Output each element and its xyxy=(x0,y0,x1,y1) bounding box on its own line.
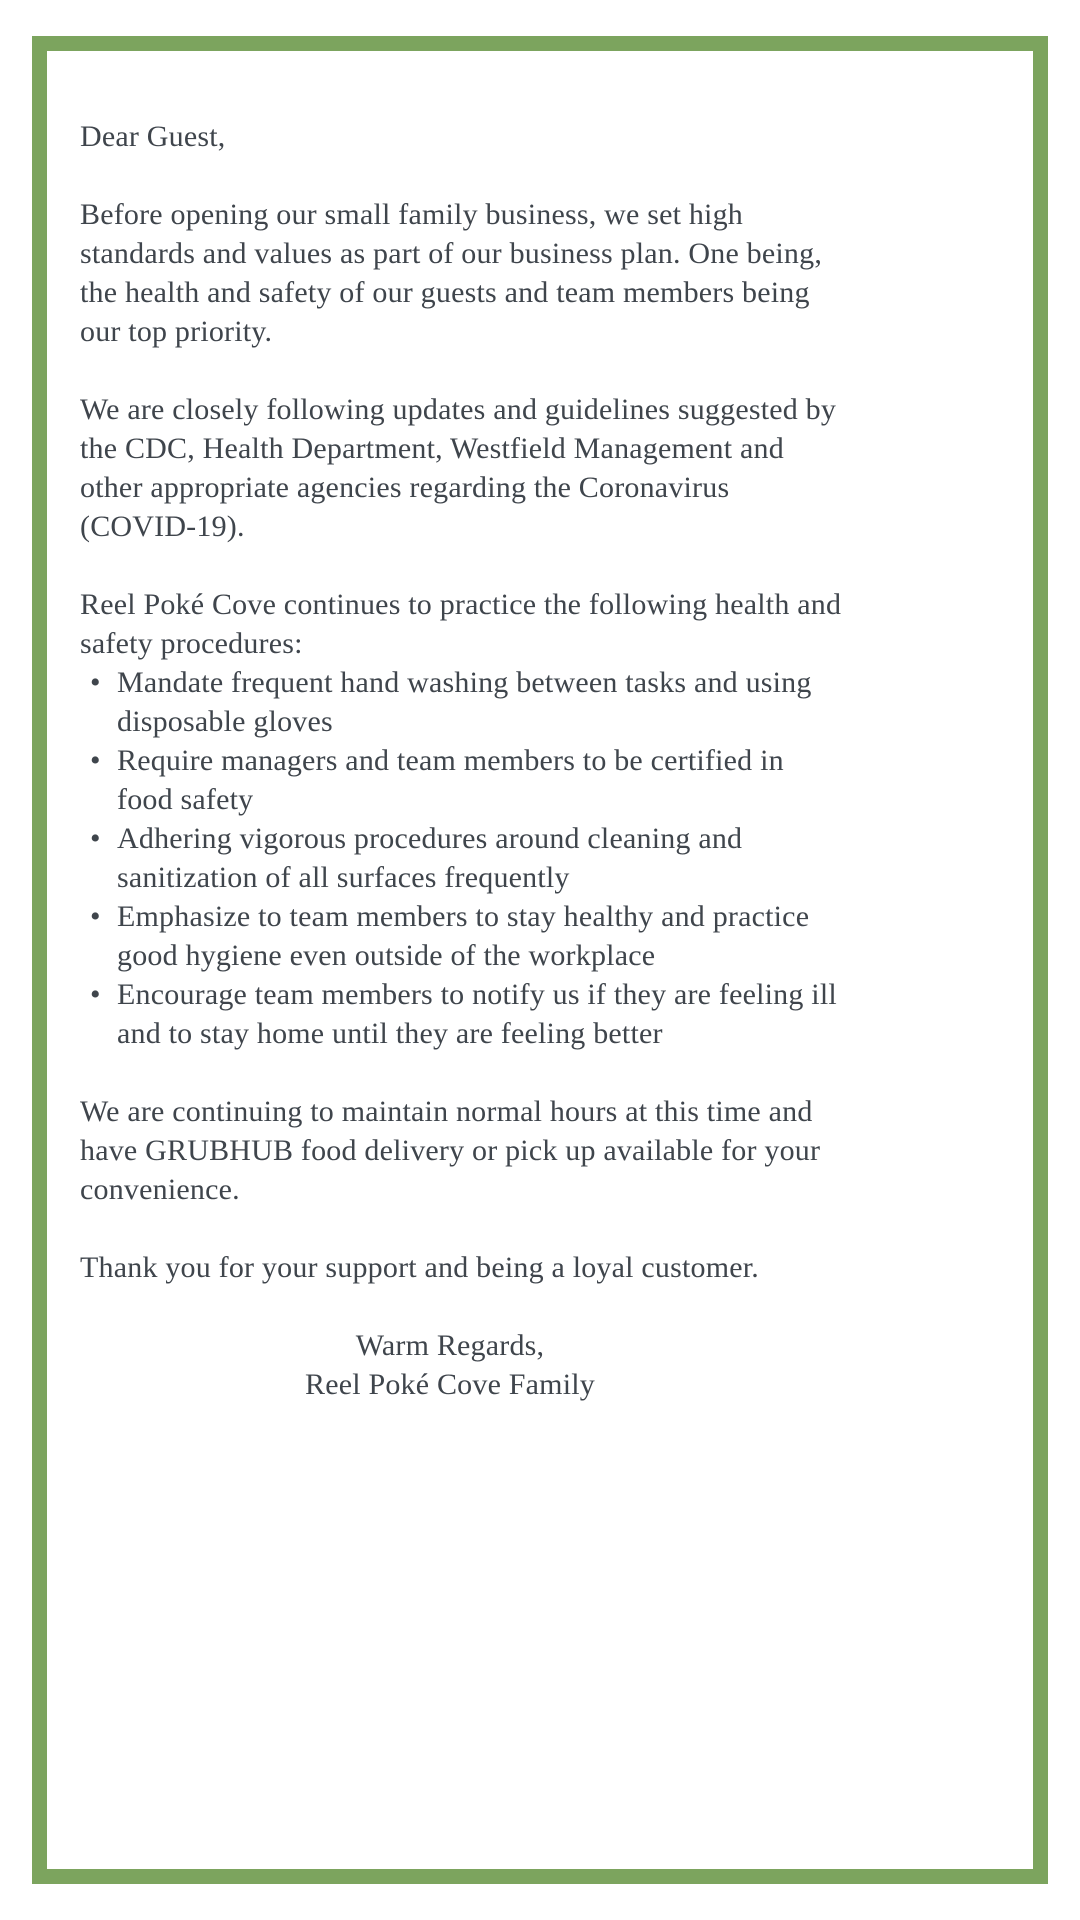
list-item-sanitization: • Adhering vigorous procedures around cleaning and sanitization of all surfaces frequently xyxy=(80,819,842,897)
paragraph-standards: Before opening our small family business, we set high standards and values as part of our business plan. One being, the health and safety of our guests and team members being our top priority. xyxy=(80,198,823,348)
paragraph-guidelines: We are closely following updates and guidelines suggested by the CDC, Health Department, Westfield Management and other appropriate agencies regarding the Coronavirus (COVID-19). xyxy=(80,393,837,543)
salutation: Dear Guest, xyxy=(80,120,226,153)
list-item-stay-home: • Encourage team members to notify us if they are feeling ill and to stay home until they are feeling better xyxy=(80,975,842,1053)
green-border-frame xyxy=(32,36,1048,1884)
paragraph-procedures-lead: Reel Poké Cove continues to practice the following health and safety procedures: xyxy=(80,588,842,660)
procedures-list xyxy=(80,663,842,1053)
list-item-hand-washing: • Mandate frequent hand washing between tasks and using disposable gloves xyxy=(80,663,842,741)
signoff-family-name: Reel Poké Cove Family xyxy=(304,1368,595,1401)
paragraph-thank-you: Thank you for your support and being a loyal customer. xyxy=(80,1251,759,1284)
list-item-hygiene: • Emphasize to team members to stay healthy and practice good hygiene even outside of the workplace xyxy=(80,897,842,975)
signoff-block xyxy=(80,1326,820,1404)
letter-body xyxy=(80,117,842,1404)
list-item-certified: • Require managers and team members to be certified in food safety xyxy=(80,741,842,819)
paragraph-hours-delivery: We are continuing to maintain normal hours at this time and have GRUBHUB food delivery or pick up available for your convenience. xyxy=(80,1095,821,1206)
signoff-warm-regards: Warm Regards, xyxy=(355,1329,545,1362)
